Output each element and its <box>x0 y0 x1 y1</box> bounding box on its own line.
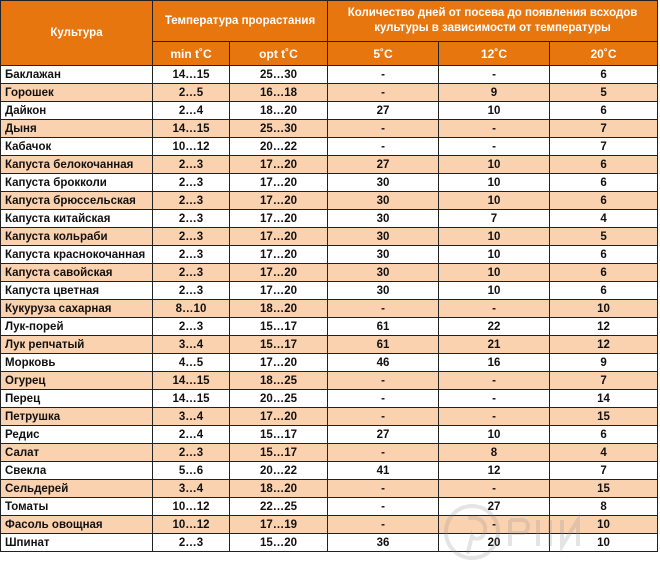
table-row <box>1 174 658 192</box>
header-t12: 12˚C <box>439 42 550 66</box>
cell-opt-t: 17…20 <box>230 264 328 282</box>
cell-days-12c: - <box>439 300 550 318</box>
cell-days-5c: - <box>328 390 439 408</box>
cell-days-20c: 7 <box>550 372 658 390</box>
cell-days-12c: - <box>439 66 550 84</box>
cell-days-5c: 41 <box>328 462 439 480</box>
table-row <box>1 300 658 318</box>
table-row <box>1 480 658 498</box>
cell-culture: Дыня <box>1 120 153 138</box>
table-row <box>1 462 658 480</box>
cell-days-20c: 4 <box>550 210 658 228</box>
cell-days-12c: 10 <box>439 174 550 192</box>
cell-opt-t: 17…20 <box>230 228 328 246</box>
table-row <box>1 138 658 156</box>
cell-days-20c: 8 <box>550 498 658 516</box>
cell-days-5c: - <box>328 480 439 498</box>
table-row <box>1 390 658 408</box>
cell-min-t: 14…15 <box>153 120 230 138</box>
table-row <box>1 444 658 462</box>
cell-days-20c: 6 <box>550 174 658 192</box>
cell-culture: Горошек <box>1 84 153 102</box>
cell-opt-t: 20…25 <box>230 390 328 408</box>
table-row <box>1 516 658 534</box>
cell-culture: Лук-порей <box>1 318 153 336</box>
cell-days-12c: 8 <box>439 444 550 462</box>
cell-days-12c: 27 <box>439 498 550 516</box>
cell-days-5c: 30 <box>328 282 439 300</box>
table-row <box>1 210 658 228</box>
cell-culture: Сельдерей <box>1 480 153 498</box>
cell-culture: Дайкон <box>1 102 153 120</box>
cell-days-12c: 22 <box>439 318 550 336</box>
cell-days-5c: 30 <box>328 174 439 192</box>
table-row <box>1 336 658 354</box>
cell-min-t: 2…3 <box>153 156 230 174</box>
cell-days-20c: 9 <box>550 354 658 372</box>
table-row <box>1 264 658 282</box>
cell-min-t: 5…6 <box>153 462 230 480</box>
cell-opt-t: 20…22 <box>230 462 328 480</box>
table-row <box>1 84 658 102</box>
cell-culture: Кабачок <box>1 138 153 156</box>
cell-min-t: 2…3 <box>153 282 230 300</box>
cell-days-20c: 15 <box>550 480 658 498</box>
cell-min-t: 2…3 <box>153 444 230 462</box>
cell-min-t: 2…3 <box>153 174 230 192</box>
table-row <box>1 282 658 300</box>
header-days-to-sprout: Количество дней от посева до появления всходов культуры в зависимости от температуры <box>328 1 658 42</box>
cell-culture: Салат <box>1 444 153 462</box>
cell-days-5c: 61 <box>328 336 439 354</box>
cell-days-12c: 16 <box>439 354 550 372</box>
cell-culture: Капуста брюссельская <box>1 192 153 210</box>
cell-days-5c: - <box>328 408 439 426</box>
cell-opt-t: 18…25 <box>230 372 328 390</box>
cell-days-20c: 10 <box>550 534 658 552</box>
cell-days-12c: 10 <box>439 156 550 174</box>
cell-culture: Шпинат <box>1 534 153 552</box>
cell-days-20c: 6 <box>550 156 658 174</box>
cell-days-20c: 6 <box>550 192 658 210</box>
cell-min-t: 3…4 <box>153 408 230 426</box>
cell-days-5c: - <box>328 138 439 156</box>
cell-min-t: 2…3 <box>153 210 230 228</box>
cell-culture: Капуста китайская <box>1 210 153 228</box>
cell-opt-t: 15…17 <box>230 426 328 444</box>
cell-min-t: 4…5 <box>153 354 230 372</box>
cell-opt-t: 17…20 <box>230 246 328 264</box>
cell-culture: Огурец <box>1 372 153 390</box>
cell-culture: Фасоль овощная <box>1 516 153 534</box>
table-row <box>1 120 658 138</box>
cell-culture: Баклажан <box>1 66 153 84</box>
table-row <box>1 192 658 210</box>
cell-opt-t: 17…20 <box>230 408 328 426</box>
cell-culture: Томаты <box>1 498 153 516</box>
cell-days-20c: 7 <box>550 138 658 156</box>
cell-days-20c: 14 <box>550 390 658 408</box>
cell-culture: Лук репчатый <box>1 336 153 354</box>
cell-min-t: 2…3 <box>153 192 230 210</box>
cell-min-t: 2…3 <box>153 264 230 282</box>
cell-opt-t: 16…18 <box>230 84 328 102</box>
cell-culture: Капуста краснокочанная <box>1 246 153 264</box>
cell-culture: Свекла <box>1 462 153 480</box>
cell-min-t: 2…5 <box>153 84 230 102</box>
header-t20: 20˚C <box>550 42 658 66</box>
table-body <box>1 66 658 552</box>
cell-opt-t: 17…20 <box>230 156 328 174</box>
cell-opt-t: 17…20 <box>230 354 328 372</box>
cell-opt-t: 15…20 <box>230 534 328 552</box>
cell-opt-t: 18…20 <box>230 102 328 120</box>
cell-min-t: 2…3 <box>153 246 230 264</box>
cell-days-12c: 10 <box>439 228 550 246</box>
cell-days-12c: - <box>439 390 550 408</box>
cell-days-20c: 4 <box>550 444 658 462</box>
cell-days-20c: 12 <box>550 336 658 354</box>
cell-min-t: 10…12 <box>153 138 230 156</box>
table-row <box>1 246 658 264</box>
cell-min-t: 14…15 <box>153 372 230 390</box>
table-row <box>1 498 658 516</box>
cell-days-20c: 6 <box>550 426 658 444</box>
cell-opt-t: 17…20 <box>230 174 328 192</box>
cell-days-12c: 21 <box>439 336 550 354</box>
cell-days-5c: 30 <box>328 264 439 282</box>
cell-min-t: 3…4 <box>153 336 230 354</box>
cell-days-20c: 6 <box>550 246 658 264</box>
cell-opt-t: 15…17 <box>230 336 328 354</box>
header-germination-temp: Температура прорастания <box>153 1 328 42</box>
cell-opt-t: 17…20 <box>230 282 328 300</box>
cell-opt-t: 20…22 <box>230 138 328 156</box>
cell-days-20c: 7 <box>550 462 658 480</box>
cell-days-12c: - <box>439 372 550 390</box>
cell-culture: Капуста брокколи <box>1 174 153 192</box>
cell-min-t: 2…3 <box>153 534 230 552</box>
cell-culture: Капуста кольраби <box>1 228 153 246</box>
cell-days-5c: 30 <box>328 246 439 264</box>
cell-days-12c: - <box>439 138 550 156</box>
cell-days-12c: - <box>439 480 550 498</box>
cell-days-20c: 6 <box>550 102 658 120</box>
cell-min-t: 10…12 <box>153 516 230 534</box>
table-row <box>1 408 658 426</box>
table-row <box>1 156 658 174</box>
cell-min-t: 10…12 <box>153 498 230 516</box>
table-row <box>1 372 658 390</box>
cell-opt-t: 22…25 <box>230 498 328 516</box>
cell-days-5c: 30 <box>328 192 439 210</box>
header-min-t: min t˚C <box>153 42 230 66</box>
cell-days-12c: - <box>439 120 550 138</box>
cell-days-20c: 6 <box>550 264 658 282</box>
cell-opt-t: 18…20 <box>230 480 328 498</box>
cell-days-5c: - <box>328 372 439 390</box>
cell-min-t: 2…3 <box>153 228 230 246</box>
cell-days-12c: - <box>439 408 550 426</box>
cell-opt-t: 15…17 <box>230 444 328 462</box>
cell-days-5c: 36 <box>328 534 439 552</box>
header-culture: Культура <box>1 1 153 66</box>
cell-days-5c: 46 <box>328 354 439 372</box>
header-opt-t: opt t˚C <box>230 42 328 66</box>
cell-days-5c: 27 <box>328 156 439 174</box>
cell-days-12c: 9 <box>439 84 550 102</box>
cell-days-5c: 27 <box>328 426 439 444</box>
cell-days-5c: 27 <box>328 102 439 120</box>
cell-days-12c: 10 <box>439 246 550 264</box>
cell-days-5c: - <box>328 498 439 516</box>
cell-days-20c: 7 <box>550 120 658 138</box>
header-t5: 5˚C <box>328 42 439 66</box>
cell-days-20c: 10 <box>550 300 658 318</box>
cell-days-5c: - <box>328 66 439 84</box>
cell-days-20c: 10 <box>550 516 658 534</box>
cell-min-t: 2…4 <box>153 426 230 444</box>
cell-days-20c: 12 <box>550 318 658 336</box>
cell-days-12c: 20 <box>439 534 550 552</box>
cell-days-12c: - <box>439 516 550 534</box>
cell-culture: Капуста белокочанная <box>1 156 153 174</box>
cell-culture: Морковь <box>1 354 153 372</box>
cell-days-20c: 5 <box>550 84 658 102</box>
cell-days-5c: 61 <box>328 318 439 336</box>
cell-opt-t: 25…30 <box>230 120 328 138</box>
cell-min-t: 2…4 <box>153 102 230 120</box>
cell-days-5c: 30 <box>328 210 439 228</box>
cell-days-12c: 10 <box>439 282 550 300</box>
cell-culture: Капуста савойская <box>1 264 153 282</box>
cell-opt-t: 15…17 <box>230 318 328 336</box>
table-row <box>1 354 658 372</box>
cell-days-20c: 6 <box>550 282 658 300</box>
cell-opt-t: 25…30 <box>230 66 328 84</box>
table-row <box>1 66 658 84</box>
cell-days-5c: 30 <box>328 228 439 246</box>
cell-min-t: 2…3 <box>153 318 230 336</box>
table-header <box>1 1 658 66</box>
cell-opt-t: 17…20 <box>230 192 328 210</box>
cell-days-5c: - <box>328 120 439 138</box>
cell-min-t: 14…15 <box>153 66 230 84</box>
cell-opt-t: 17…19 <box>230 516 328 534</box>
cell-days-5c: - <box>328 84 439 102</box>
cell-culture: Петрушка <box>1 408 153 426</box>
table-row <box>1 102 658 120</box>
cell-days-5c: - <box>328 300 439 318</box>
cell-days-20c: 6 <box>550 66 658 84</box>
cell-min-t: 8…10 <box>153 300 230 318</box>
cell-days-12c: 10 <box>439 192 550 210</box>
table-row <box>1 228 658 246</box>
table-row <box>1 318 658 336</box>
cell-days-5c: - <box>328 516 439 534</box>
cell-days-20c: 5 <box>550 228 658 246</box>
cell-days-12c: 12 <box>439 462 550 480</box>
cell-days-20c: 15 <box>550 408 658 426</box>
cell-culture: Капуста цветная <box>1 282 153 300</box>
cell-days-5c: - <box>328 444 439 462</box>
cell-days-12c: 10 <box>439 426 550 444</box>
cell-culture: Редис <box>1 426 153 444</box>
cell-opt-t: 17…20 <box>230 210 328 228</box>
cell-min-t: 14…15 <box>153 390 230 408</box>
cell-days-12c: 10 <box>439 264 550 282</box>
cell-days-12c: 10 <box>439 102 550 120</box>
cell-days-12c: 7 <box>439 210 550 228</box>
table-row <box>1 534 658 552</box>
cell-culture: Кукуруза сахарная <box>1 300 153 318</box>
table-row <box>1 426 658 444</box>
cell-opt-t: 18…20 <box>230 300 328 318</box>
cell-culture: Перец <box>1 390 153 408</box>
cell-min-t: 3…4 <box>153 480 230 498</box>
